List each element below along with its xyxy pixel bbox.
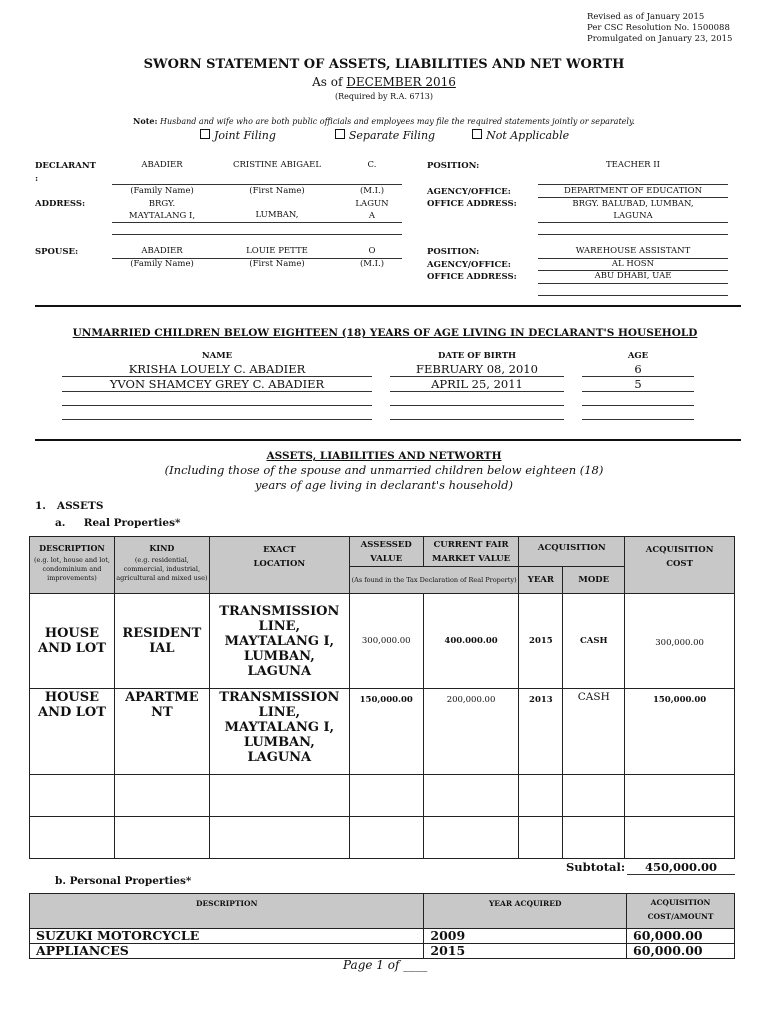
subtotal-value: 450,000.00: [645, 860, 718, 874]
address-part-2: LUMBAN,: [255, 210, 299, 220]
personal-properties-label: b. Personal Properties*: [55, 875, 192, 887]
col-cost-amount: ACQUISITION COST/AMOUNT: [627, 894, 735, 929]
cell-cost: 300,000.00: [625, 594, 735, 689]
table-row: [30, 775, 735, 817]
spouse-family-caption: (Family Name): [130, 259, 194, 269]
address-part-1: BRGY. MAYTALANG I,: [128, 199, 196, 221]
as-of-line: [0, 75, 768, 89]
cell-description: HOUSE AND LOT: [30, 689, 115, 775]
revision-note: [587, 12, 732, 45]
cell-location: TRANSMISSION LINE, MAYTALANG I, LUMBAN, LAGUNA: [209, 594, 349, 689]
spouse-office-address-label: OFFICE ADDRESS:: [427, 272, 517, 282]
cell-fair: 400.000.00: [423, 594, 519, 689]
first-name-caption: (First Name): [249, 186, 305, 196]
col-location: EXACT LOCATION: [209, 537, 349, 594]
aln-subheading-2: years of age living in declarant's household): [255, 478, 513, 492]
spouse-agency-label: AGENCY/OFFICE:: [427, 260, 511, 270]
cell-assessed: 300,000.00: [349, 594, 423, 689]
spouse-position-label: POSITION:: [427, 247, 480, 257]
col-assessed-value: ASSESSED VALUE: [349, 537, 423, 567]
revision-line-2: Per CSC Resolution No. 1500088: [587, 23, 730, 33]
col-personal-description: DESCRIPTION: [30, 894, 424, 929]
spouse-mi-caption: (M.I.): [359, 259, 385, 269]
declarant-position: TEACHER II: [606, 160, 660, 170]
required-by: (Required by R.A. 6713): [334, 92, 434, 101]
checkbox-icon[interactable]: [200, 129, 210, 139]
position-label: POSITION:: [427, 161, 480, 171]
cell-personal-year: 2009: [424, 929, 627, 944]
cell-mode: CASH: [563, 594, 625, 689]
declarant-label: DECLARANT: [35, 161, 96, 171]
cell-personal-cost: 60,000.00: [627, 929, 735, 944]
address-label: ADDRESS:: [35, 199, 86, 209]
spouse-label: SPOUSE:: [35, 247, 79, 257]
table-row: [30, 944, 735, 959]
spouse-mi: O: [368, 246, 376, 256]
real-properties-label: a. Real Properties*: [55, 517, 181, 529]
child-2-name: YVON SHAMCEY GREY C. ABADIER: [109, 377, 325, 391]
child-1-age: 6: [634, 362, 642, 376]
table-row: [30, 689, 735, 775]
cell-personal-cost: 60,000.00: [627, 944, 735, 959]
cell-assessed: 150,000.00: [349, 689, 423, 775]
revision-line-1: Revised as of January 2015: [587, 12, 705, 22]
section-divider: [35, 439, 741, 441]
cell-mode: CASH: [563, 689, 625, 775]
table-row: [30, 929, 735, 944]
filing-options: [200, 129, 569, 142]
as-of-prefix: As of: [312, 75, 343, 89]
mi-caption: (M.I.): [359, 186, 385, 196]
separate-filing-option[interactable]: Separate Filing: [335, 129, 435, 142]
checkbox-icon[interactable]: [472, 129, 482, 139]
spouse-office-address: ABU DHABI, UAE: [594, 271, 672, 281]
subtotal-label: Subtotal:: [566, 860, 626, 874]
child-1-dob: FEBRUARY 08, 2010: [416, 362, 538, 376]
cell-year: 2013: [519, 689, 563, 775]
declarant-colon: :: [35, 174, 39, 184]
children-col-dob: DATE OF BIRTH: [437, 351, 517, 361]
declarant-first-name: CRISTINE ABIGAEL: [233, 160, 321, 170]
aln-subheading-1: (Including those of the spouse and unmarried children below eighteen (18): [164, 463, 604, 477]
cell-kind: RESIDENT IAL: [114, 594, 209, 689]
spouse-agency: AL HOSN: [611, 259, 655, 269]
page-number: Page 1 of ____: [343, 958, 428, 972]
cell-description: HOUSE AND LOT: [30, 594, 115, 689]
cell-location: TRANSMISSION LINE, MAYTALANG I, LUMBAN, LAGUNA: [209, 689, 349, 775]
joint-filing-option[interactable]: Joint Filing: [200, 129, 276, 142]
real-properties-table: [29, 536, 735, 859]
spouse-position: WAREHOUSE ASSISTANT: [575, 246, 691, 256]
declarant-office-address: BRGY. BALUBAD, LUMBAN, LAGUNA: [572, 199, 694, 221]
checkbox-icon[interactable]: [335, 129, 345, 139]
children-col-age: AGE: [627, 351, 649, 361]
spouse-family-name: ABADIER: [141, 246, 183, 256]
family-name-caption: (Family Name): [130, 186, 194, 196]
note-text: Husband and wife who are both public officials and employees may file the required statements jointly or separately.: [159, 117, 635, 126]
not-applicable-option[interactable]: Not Applicable: [472, 129, 569, 142]
col-year: YEAR: [519, 567, 563, 594]
values-note: (As found in the Tax Declaration of Real Property): [349, 567, 519, 594]
children-heading: UNMARRIED CHILDREN BELOW EIGHTEEN (18) YEARS OF AGE LIVING IN DECLARANT'S HOUSEHOLD: [72, 327, 698, 339]
col-mode: MODE: [563, 567, 625, 594]
revision-line-3: Promulgated on January 23, 2015: [587, 34, 733, 44]
cell-kind: APARTME NT: [114, 689, 209, 775]
child-2-age: 5: [634, 377, 642, 391]
aln-heading: ASSETS, LIABILITIES AND NETWORTH: [266, 450, 502, 462]
col-kind: KIND (e.g. residential, commercial, industrial, agricultural and mixed use): [114, 537, 209, 594]
page-title: SWORN STATEMENT OF ASSETS, LIABILITIES AND NET WORTH: [143, 57, 625, 72]
children-col-name: NAME: [201, 351, 233, 361]
cell-personal-description: SUZUKI MOTORCYCLE: [30, 929, 424, 944]
child-1-name: KRISHA LOUELY C. ABADIER: [128, 362, 306, 376]
agency-label: AGENCY/OFFICE:: [427, 187, 511, 197]
declarant-agency: DEPARTMENT OF EDUCATION: [563, 186, 703, 196]
note-label: Note:: [133, 116, 158, 126]
child-2-dob: APRIL 25, 2011: [431, 377, 523, 391]
spouse-first-name: LOUIE PETTE: [246, 246, 308, 256]
note-line: [0, 116, 768, 126]
table-row: [30, 817, 735, 859]
as-of-date: DECEMBER 2016: [346, 75, 456, 89]
col-year-acquired: YEAR ACQUIRED: [424, 894, 627, 929]
personal-properties-table: [29, 893, 735, 959]
cell-cost: 150,000.00: [625, 689, 735, 775]
assets-heading: 1. ASSETS: [35, 500, 104, 512]
office-address-label: OFFICE ADDRESS:: [427, 199, 517, 209]
cell-personal-year: 2015: [424, 944, 627, 959]
col-acquisition: ACQUISITION: [519, 537, 625, 567]
cell-personal-description: APPLIANCES: [30, 944, 424, 959]
cell-year: 2015: [519, 594, 563, 689]
section-divider: [35, 305, 741, 307]
spouse-first-caption: (First Name): [249, 259, 305, 269]
col-description: DESCRIPTION (e.g. lot, house and lot, condominium and improvements): [30, 537, 115, 594]
declarant-family-name: ABADIER: [141, 160, 183, 170]
col-acquisition-cost: ACQUISITION COST: [625, 537, 735, 594]
declarant-mi: C.: [367, 160, 377, 170]
table-row: [30, 594, 735, 689]
address-part-3: LAGUN A: [355, 199, 389, 221]
col-fair-market-value: CURRENT FAIR MARKET VALUE: [423, 537, 519, 567]
cell-fair: 200,000.00: [423, 689, 519, 775]
